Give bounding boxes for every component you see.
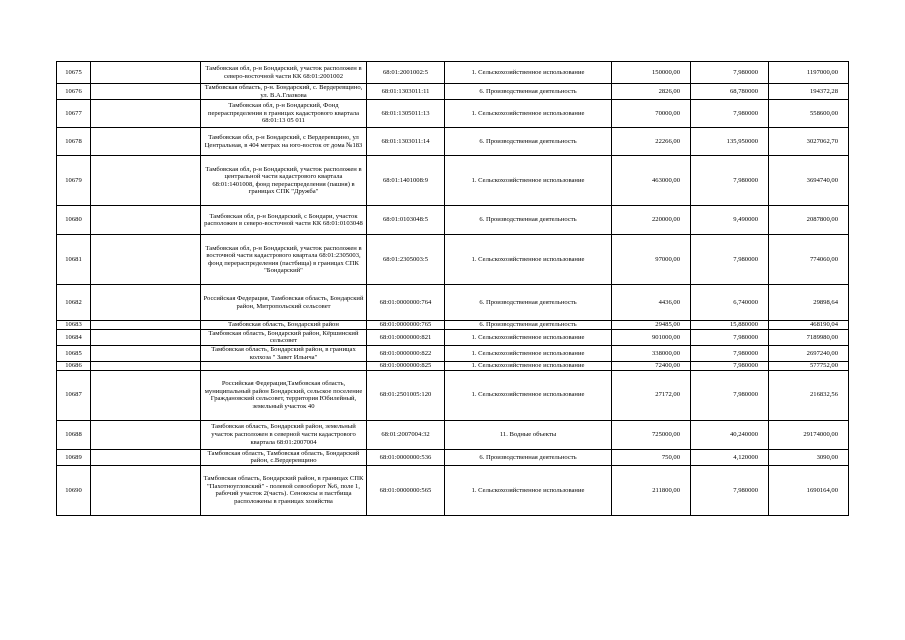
- cell-blank: [91, 100, 201, 128]
- cell-address: Российская Федерация, Тамбовская область, Бондарский район, Митропольский сельсовет: [201, 285, 367, 321]
- table-row: [57, 465, 849, 515]
- cell-land-use: 6. Производственная деятельность: [445, 449, 612, 465]
- table-row: [57, 84, 849, 100]
- cell-cadastral-value: 216832,56: [769, 370, 849, 420]
- cell-blank: [91, 84, 201, 100]
- cell-area: 725000,00: [612, 420, 691, 449]
- cell-cadastral-number: 68:01:0000000:822: [367, 345, 445, 361]
- cell-cadastral-value: 468190,04: [769, 321, 849, 330]
- table-row: [57, 321, 849, 330]
- cell-cadastral-value: 2697240,00: [769, 345, 849, 361]
- cell-area: 4436,00: [612, 285, 691, 321]
- cell-area: 22266,00: [612, 128, 691, 156]
- cell-rate: 7,980000: [691, 156, 769, 206]
- table-row: [57, 420, 849, 449]
- cell-address: [201, 362, 367, 371]
- cell-land-use: 1. Сельскохозяйственное использование: [445, 465, 612, 515]
- cell-parcel-number: 10685: [57, 345, 91, 361]
- cell-cadastral-number: 68:01:2305003:5: [367, 235, 445, 285]
- cell-cadastral-number: 68:01:2001002:5: [367, 62, 445, 84]
- cell-land-use: 6. Производственная деятельность: [445, 321, 612, 330]
- cell-blank: [91, 285, 201, 321]
- cell-cadastral-value: 3694740,00: [769, 156, 849, 206]
- table-row: [57, 449, 849, 465]
- cell-cadastral-value: 577752,00: [769, 362, 849, 371]
- cell-cadastral-number: 68:01:0000000:821: [367, 329, 445, 345]
- cell-area: 72400,00: [612, 362, 691, 371]
- cell-cadastral-value: 29174000,00: [769, 420, 849, 449]
- cell-address: Тамбовская обл, р-н Бондарский, участок расположен в восточной части кадастрового квартала 68:01:2305003, фонд перераспределения (пастбища) в границах СПК "Бондарский": [201, 235, 367, 285]
- cell-rate: 7,980000: [691, 62, 769, 84]
- cell-land-use: 11. Водные объекты: [445, 420, 612, 449]
- cell-address: Тамбовская область, Тамбовская область, Бондарский район, с.Вердеревщино: [201, 449, 367, 465]
- cell-address: Тамбовская область, Бондарский район, в границах колхоза " Завет Ильича": [201, 345, 367, 361]
- cell-cadastral-value: 194372,28: [769, 84, 849, 100]
- cell-blank: [91, 329, 201, 345]
- cell-area: 29485,00: [612, 321, 691, 330]
- cell-blank: [91, 206, 201, 235]
- cell-parcel-number: 10679: [57, 156, 91, 206]
- cell-cadastral-number: 68:01:0103048:5: [367, 206, 445, 235]
- cell-parcel-number: 10688: [57, 420, 91, 449]
- table-row: [57, 345, 849, 361]
- cell-land-use: 1. Сельскохозяйственное использование: [445, 62, 612, 84]
- cell-land-use: 6. Производственная деятельность: [445, 128, 612, 156]
- cell-land-use: 1. Сельскохозяйственное использование: [445, 235, 612, 285]
- cell-cadastral-number: 68:01:1303011:11: [367, 84, 445, 100]
- cell-parcel-number: 10687: [57, 370, 91, 420]
- cell-blank: [91, 156, 201, 206]
- cell-rate: 4,120000: [691, 449, 769, 465]
- cell-address: Тамбовская обл, р-н Бондарский, участок расположен в центральной части кадастрового квартала 68:01:1401008, фонд перераспределения (пашня) в границах СПК "Дружба": [201, 156, 367, 206]
- table-row: [57, 128, 849, 156]
- cell-rate: 7,980000: [691, 465, 769, 515]
- cell-parcel-number: 10682: [57, 285, 91, 321]
- cell-rate: 6,740000: [691, 285, 769, 321]
- table-row: [57, 235, 849, 285]
- cell-rate: 40,240000: [691, 420, 769, 449]
- cell-rate: 7,980000: [691, 235, 769, 285]
- cell-blank: [91, 362, 201, 371]
- cell-parcel-number: 10681: [57, 235, 91, 285]
- cell-cadastral-number: 68:01:0000000:536: [367, 449, 445, 465]
- cell-parcel-number: 10676: [57, 84, 91, 100]
- cell-address: Тамбовская обл, р-н Бондарский, с Вердеревщино, ул Центральная, в 404 метрах на юго-восток от дома №183: [201, 128, 367, 156]
- cell-blank: [91, 235, 201, 285]
- cell-parcel-number: 10684: [57, 329, 91, 345]
- cell-cadastral-number: 68:01:1305011:13: [367, 100, 445, 128]
- cell-address: Тамбовская область, Бондарский район, в границах СПК "Пахотноугловский" - полевой севооборот №6, поле 1, рабочий участок 2(часть). Сенокосы и пастбища расположены в границах хозяйства: [201, 465, 367, 515]
- cell-blank: [91, 449, 201, 465]
- cell-blank: [91, 345, 201, 361]
- cell-cadastral-value: 7189980,00: [769, 329, 849, 345]
- cell-rate: 7,980000: [691, 370, 769, 420]
- cell-rate: 7,980000: [691, 100, 769, 128]
- cell-address: Тамбовская область, р-н. Бондарский, с. Вердеревщино, ул. В.А.Глазкова: [201, 84, 367, 100]
- land-registry-table: [56, 61, 849, 516]
- cell-area: 97000,00: [612, 235, 691, 285]
- cell-area: 338000,00: [612, 345, 691, 361]
- cell-parcel-number: 10683: [57, 321, 91, 330]
- cell-land-use: 6. Производственная деятельность: [445, 285, 612, 321]
- cell-area: 901000,00: [612, 329, 691, 345]
- cell-rate: 68,780000: [691, 84, 769, 100]
- cell-address: Тамбовская область, Бондарский район, земельный участок расположен в северной части кадастрового квартала 68:01:2007004: [201, 420, 367, 449]
- cell-cadastral-value: 2087800,00: [769, 206, 849, 235]
- cell-cadastral-number: 68:01:0000000:765: [367, 321, 445, 330]
- cell-parcel-number: 10689: [57, 449, 91, 465]
- cell-cadastral-value: 558600,00: [769, 100, 849, 128]
- table-row: [57, 62, 849, 84]
- cell-cadastral-value: 3090,00: [769, 449, 849, 465]
- cell-cadastral-number: 68:01:1303011:14: [367, 128, 445, 156]
- cell-parcel-number: 10686: [57, 362, 91, 371]
- cell-blank: [91, 465, 201, 515]
- cell-cadastral-number: 68:01:2501005:120: [367, 370, 445, 420]
- table-row: [57, 100, 849, 128]
- table-row: [57, 206, 849, 235]
- cell-area: 211800,00: [612, 465, 691, 515]
- cell-cadastral-number: 68:01:0000000:764: [367, 285, 445, 321]
- cell-cadastral-value: 1690164,00: [769, 465, 849, 515]
- cell-area: 750,00: [612, 449, 691, 465]
- cell-land-use: 1. Сельскохозяйственное использование: [445, 329, 612, 345]
- cell-land-use: 1. Сельскохозяйственное использование: [445, 362, 612, 371]
- cell-area: 27172,00: [612, 370, 691, 420]
- cell-cadastral-number: 68:01:0000000:565: [367, 465, 445, 515]
- cell-blank: [91, 128, 201, 156]
- cell-land-use: 1. Сельскохозяйственное использование: [445, 100, 612, 128]
- cell-parcel-number: 10680: [57, 206, 91, 235]
- cell-cadastral-value: 1197000,00: [769, 62, 849, 84]
- cell-cadastral-number: 68:01:1401008:9: [367, 156, 445, 206]
- cell-rate: 7,980000: [691, 345, 769, 361]
- cell-area: 463000,00: [612, 156, 691, 206]
- cell-address: Российская Федерация,Тамбовская область, муниципальный район Бондарский, сельское поселение Граждановский сельсовет, территория Юбилейный, земельный участок 40: [201, 370, 367, 420]
- cell-parcel-number: 10690: [57, 465, 91, 515]
- cell-parcel-number: 10675: [57, 62, 91, 84]
- cell-area: 150000,00: [612, 62, 691, 84]
- cell-address: Тамбовская область, Бондарский район, Кёршинский сельсовет: [201, 329, 367, 345]
- cell-land-use: 6. Производственная деятельность: [445, 84, 612, 100]
- table-row: [57, 329, 849, 345]
- cell-area: 70000,00: [612, 100, 691, 128]
- table-row: [57, 285, 849, 321]
- cell-rate: 15,880000: [691, 321, 769, 330]
- cell-rate: 7,980000: [691, 362, 769, 371]
- cell-cadastral-value: 3027062,70: [769, 128, 849, 156]
- cell-address: Тамбовская область, Бондарский район: [201, 321, 367, 330]
- cell-cadastral-number: 68:01:0000000:825: [367, 362, 445, 371]
- cell-address: Тамбовская обл, р-н Бондарский, Фонд перераспределения в границах кадастрового квартала 68:01:13 05 011: [201, 100, 367, 128]
- table-row: [57, 370, 849, 420]
- cell-area: 220000,00: [612, 206, 691, 235]
- cell-rate: 7,980000: [691, 329, 769, 345]
- cell-rate: 135,950000: [691, 128, 769, 156]
- cell-cadastral-value: 29898,64: [769, 285, 849, 321]
- cell-cadastral-value: 774060,00: [769, 235, 849, 285]
- cell-land-use: 1. Сельскохозяйственное использование: [445, 370, 612, 420]
- cell-cadastral-number: 68:01:2007004:32: [367, 420, 445, 449]
- cell-blank: [91, 321, 201, 330]
- cell-blank: [91, 370, 201, 420]
- cell-land-use: 6. Производственная деятельность: [445, 206, 612, 235]
- cell-blank: [91, 62, 201, 84]
- cell-parcel-number: 10678: [57, 128, 91, 156]
- cell-land-use: 1. Сельскохозяйственное использование: [445, 156, 612, 206]
- table-row: [57, 362, 849, 371]
- table-row: [57, 156, 849, 206]
- cell-land-use: 1. Сельскохозяйственное использование: [445, 345, 612, 361]
- cell-area: 2826,00: [612, 84, 691, 100]
- cell-blank: [91, 420, 201, 449]
- cell-rate: 9,490000: [691, 206, 769, 235]
- cell-address: Тамбовская обл, р-н Бондарский, с Бондари, участок расположен в северо-восточной части КК 68:01:0103048: [201, 206, 367, 235]
- cell-parcel-number: 10677: [57, 100, 91, 128]
- cell-address: Тамбовская обл, р-н Бондарский, участок расположен в северо-восточной части КК 68:01:2001002: [201, 62, 367, 84]
